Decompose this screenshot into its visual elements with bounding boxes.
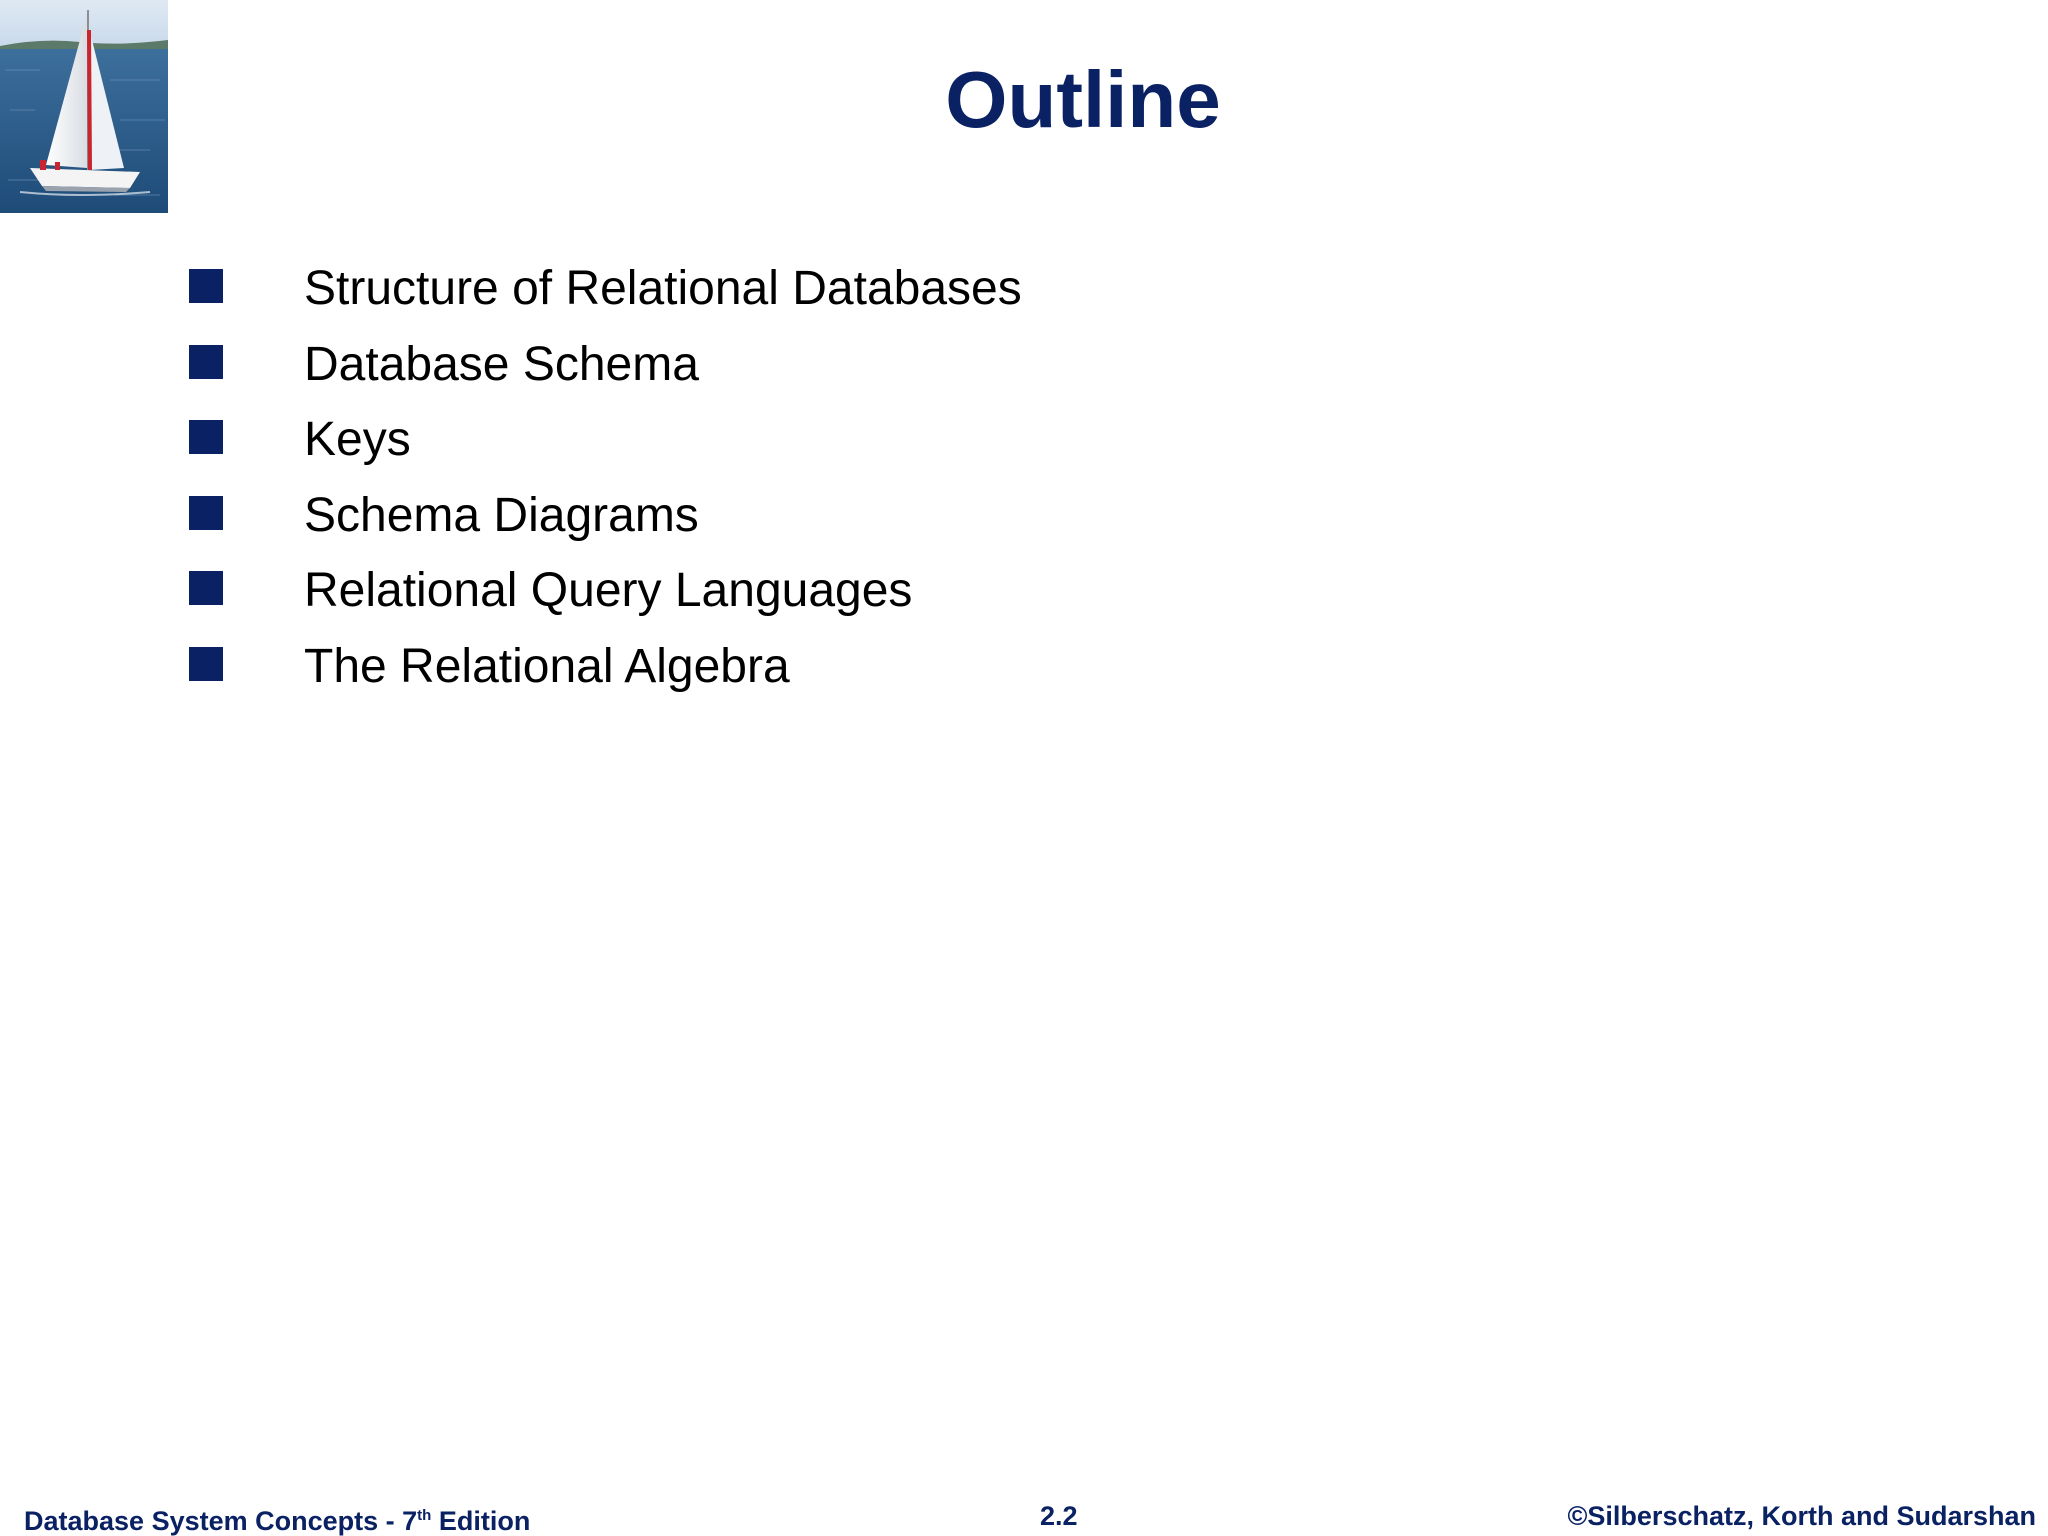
list-item <box>189 258 1022 334</box>
page-number: 2.2 <box>1040 1501 1078 1531</box>
list-item <box>189 636 1022 712</box>
slide-footer <box>0 1498 2048 1534</box>
list-item <box>189 560 1022 636</box>
list-item-text: Schema Diagrams <box>304 488 699 542</box>
list-item <box>189 485 1022 561</box>
list-item-text: Keys <box>304 413 411 466</box>
edition-word: Edition <box>431 1506 531 1536</box>
edition-superscript: th <box>417 1507 432 1524</box>
square-bullet-icon <box>189 571 223 605</box>
list-item <box>189 409 1022 485</box>
list-item-text: Relational Query Languages <box>304 564 913 617</box>
footer-book-title <box>24 1498 530 1536</box>
list-item-text: Database Schema <box>304 337 699 391</box>
copyright-notice: ©Silberschatz, Korth and Sudarshan <box>1567 1501 2036 1531</box>
square-bullet-icon <box>189 269 223 303</box>
square-bullet-icon <box>189 420 223 454</box>
book-title-text: Database System Concepts - 7 <box>24 1506 418 1536</box>
square-bullet-icon <box>189 496 223 530</box>
square-bullet-icon <box>189 345 223 379</box>
list-item <box>189 334 1022 410</box>
list-item-text: Structure of Relational Databases <box>304 262 1022 315</box>
outline-list <box>189 258 1022 711</box>
list-item-text: The Relational Algebra <box>304 639 790 693</box>
slide-title: Outline <box>945 55 1221 144</box>
square-bullet-icon <box>189 647 223 681</box>
